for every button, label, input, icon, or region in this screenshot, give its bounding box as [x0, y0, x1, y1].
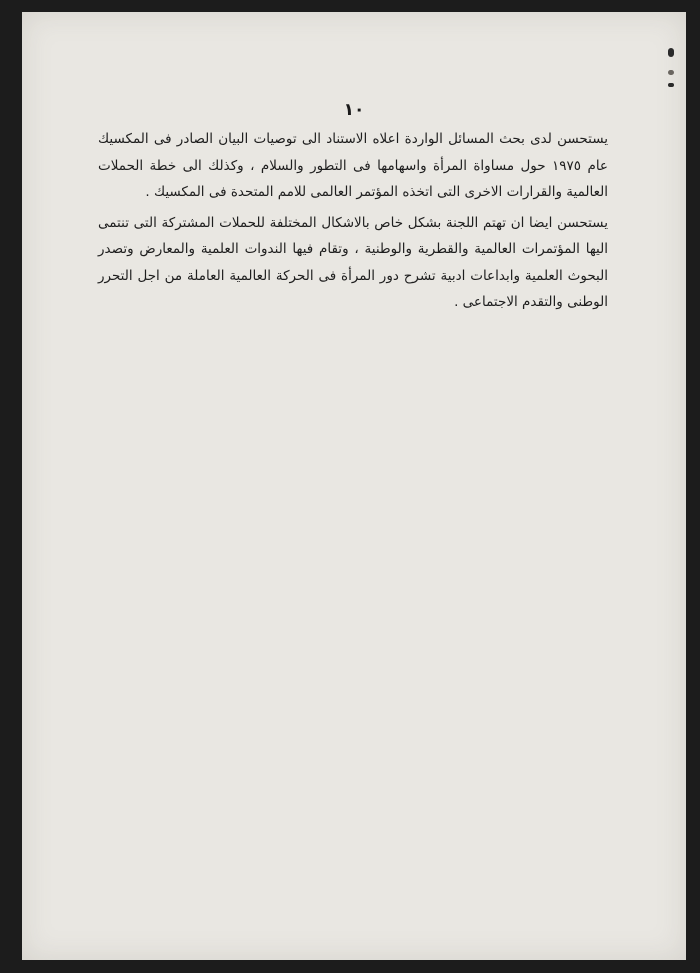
document-body — [98, 126, 608, 316]
page-number: ١٠ — [343, 100, 365, 120]
document-page — [22, 12, 686, 960]
binding-hole-mark — [668, 83, 674, 87]
paragraph-1: يستحسن لدى بحث المسائل الواردة اعلاه الاستناد الى توصيات البيان الصادر فى المكسيك عام ١٩٧٥ حول مساواة المرأة واسهامها فى التطور والسلام ، وكذلك الى خطة الحملات العالمية والقرارات الاخرى التى اتخذه المؤتمر العالمى للامم المتحدة فى المكسيك . — [98, 131, 608, 200]
binding-hole-mark — [668, 48, 674, 57]
paragraph-2: يستحسن ايضا ان تهتم اللجنة بشكل خاص بالاشكال المختلفة للحملات المشتركة التى تنتمى اليها المؤتمرات العالمية والقطرية والوطنية ، وتقام فيها الندوات العلمية والمعارض وتصدر البحوث العلمية وابداعات ادبية تشرح دور المرأة فى الحركة العالمية العاملة من اجل التحرر الوطنى والتقدم الاجتماعى . — [98, 214, 608, 310]
binding-hole-mark — [668, 70, 674, 75]
